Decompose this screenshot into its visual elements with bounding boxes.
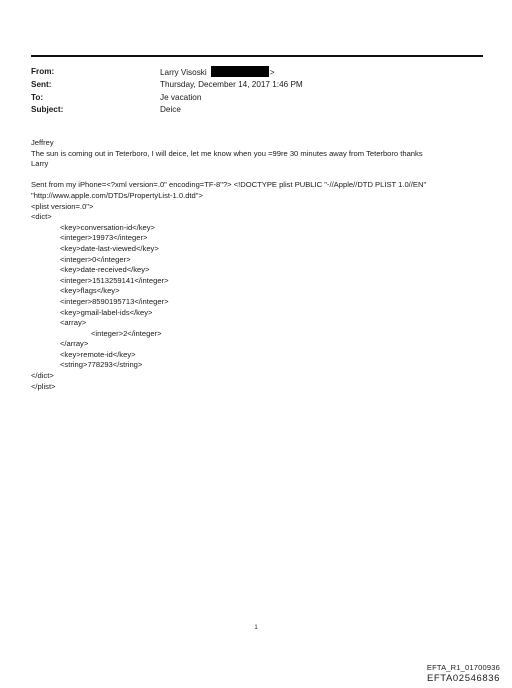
plist-line: <integer>2</integer> [91, 328, 162, 338]
sent-row [31, 79, 483, 91]
subject-value: Deice [160, 105, 181, 115]
page-number: 1 [254, 625, 258, 631]
header-rule [31, 55, 483, 57]
bates-number-1: EFTA_R1_01700936 [426, 663, 500, 672]
plist-line: <integer>8590195713</integer> [60, 296, 169, 306]
plist-line: <key>flags</key> [60, 286, 120, 296]
plist-line: <integer>0</integer> [60, 254, 131, 264]
to-label: To: [31, 92, 44, 102]
sent-value: Thursday, December 14, 2017 1:46 PM [160, 80, 303, 90]
subject-row [31, 104, 483, 116]
plist-line: <array> [60, 318, 87, 328]
plist-line: <key>date-last-viewed</key> [60, 243, 159, 253]
sent-label: Sent: [31, 80, 52, 90]
subject-label: Subject: [31, 105, 64, 115]
sent-from-line-1: Sent from my iPhone=<?xml version=.0" encoding=TF-8"?> <!DOCTYPE plist PUBLIC "-//Apple//DTD PLIST 1.0//EN" [31, 180, 427, 190]
plist-line: <key>gmail-label-ids</key> [60, 307, 153, 317]
bates-number-2: EFTA02546836 [426, 673, 500, 684]
plist-line: <key>remote-id</key> [60, 349, 136, 359]
redaction-box [211, 66, 269, 77]
plist-line: <key>conversation-id</key> [60, 222, 155, 232]
plist-line: <integer>19973</integer> [60, 233, 148, 243]
plist-line: <integer>1513259141</integer> [60, 275, 169, 285]
plist-line: </dict> [31, 371, 54, 381]
to-value: Je vacation [160, 92, 202, 102]
plist-line: <plist version=.0"> [31, 201, 94, 211]
paragraph-gap [31, 170, 491, 181]
signoff: Larry [31, 159, 49, 169]
plist-line: <string>778293</string> [60, 360, 143, 370]
from-value [160, 66, 275, 79]
greeting: Jeffrey [31, 138, 54, 147]
from-row [31, 66, 483, 79]
from-bracket: > [269, 68, 275, 77]
from-name: Larry Visoski [160, 68, 207, 77]
plist-line: </plist> [31, 381, 56, 391]
to-row [31, 92, 483, 104]
plist-block [31, 202, 491, 393]
from-label: From: [31, 67, 55, 76]
email-body [31, 138, 491, 392]
plist-line: <dict> [31, 212, 52, 222]
sent-from-line-2: "http://www.apple.com/DTDs/PropertyList-1.0.dtd"> [31, 190, 203, 200]
plist-line: <key>date-received</key> [60, 265, 150, 275]
email-header [31, 66, 483, 117]
plist-line: </array> [60, 339, 89, 349]
message-text: The sun is coming out in Teterboro, I will deice, let me know when you =99re 30 minutes away from Teterboro thanks [31, 148, 423, 158]
